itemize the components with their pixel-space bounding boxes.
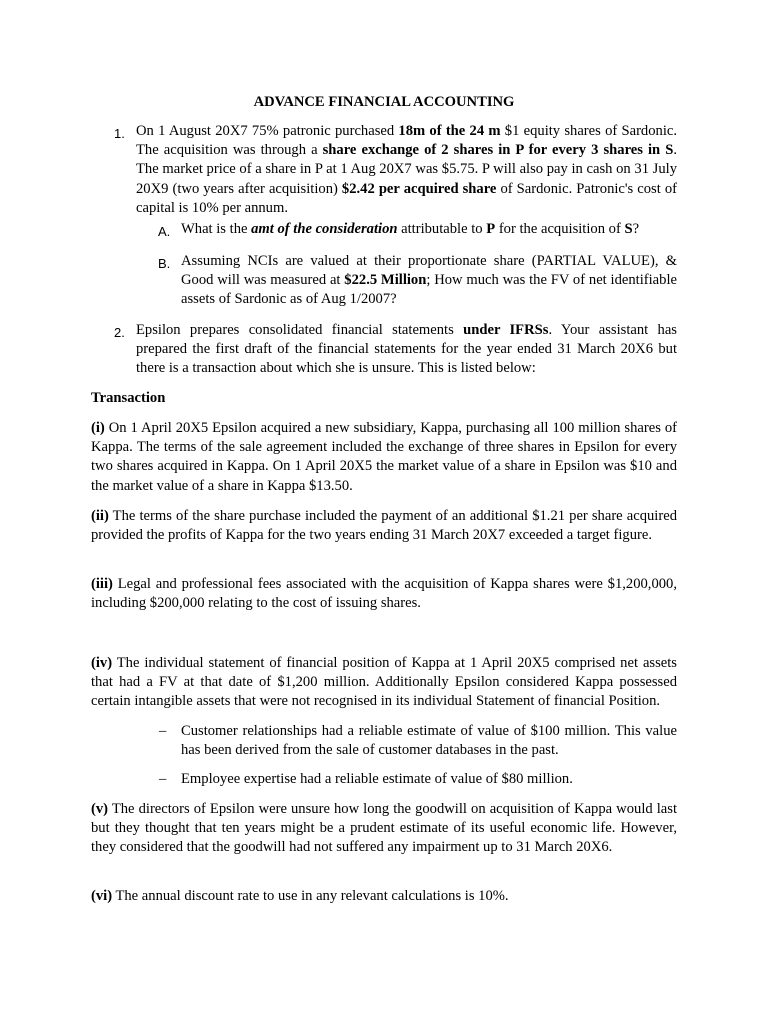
item-vi-paragraph: (vi) The annual discount rate to use in any relevant calculations is 10%. — [91, 888, 509, 904]
item-v-paragraph: (v) The directors of Epsilon were unsure how long the goodwill on acquisition of Kappa would last but they thought that ten years might be a prudent estimate of its useful economic life. However, they considered that the goodwill had not suffered any impairment up to 31 March 20X6. — [91, 801, 677, 856]
item-i-paragraph: (i) On 1 April 20X5 Epsilon acquired a new subsidiary, Kappa, purchasing all 100 million shares of Kappa. The terms of the sale agreement included the exchange of three shares in Epsilon for every two shares acquired in Kappa. On 1 April 20X5 the market value of a share in Epsilon was $10 and the market value of a share in Kappa $13.50. — [91, 420, 677, 494]
item-ii-paragraph: (ii) The terms of the share purchase included the payment of an additional $1.21 per share acquired provided the profits of Kappa for the two years ending 31 March 20X7 exceeded a target figure. — [91, 508, 677, 544]
transaction-heading: Transaction — [91, 390, 166, 406]
page-title: ADVANCE FINANCIAL ACCOUNTING — [253, 94, 515, 110]
item-iii-paragraph: (iii) Legal and professional fees associated with the acquisition of Kappa shares were $1,200,000, including $200,000 relating to the cost of issuing shares. — [91, 576, 677, 612]
bullet-dash: – — [159, 771, 167, 787]
q2-number: 2. — [114, 325, 125, 340]
q1b-letter: B. — [158, 256, 171, 271]
q1a-paragraph: What is the amt of the consideration attributable to P for the acquisition of S? — [181, 221, 640, 237]
q1a-letter: A. — [158, 224, 171, 239]
bullet-dash: – — [159, 723, 167, 739]
q1b-paragraph: Assuming NCIs are valued at their proportionate share (PARTIAL VALUE), & Good will was measured at $22.5 Million; How much was the FV of net identifiable assets of Sardonic as of Aug 1/2007? — [181, 253, 677, 308]
q1-number: 1. — [114, 126, 125, 141]
q1-paragraph: On 1 August 20X7 75% patronic purchased 18m of the 24 m $1 equity shares of Sardonic. The acquisition was through a share exchange of 2 shares in P for every 3 shares in S. The market price of a share in P at 1 Aug 20X7 was $5.75. P will also pay in cash on 31 July 20X9 (two years after acquisition) $2.42 per acquired share of Sardonic. Patronic's cost of capital is 10% per annum. — [136, 123, 678, 216]
bullet-item: Customer relationships had a reliable estimate of value of $100 million. This value has been derived from the sale of customer databases in the past. — [181, 723, 677, 759]
q2-paragraph: Epsilon prepares consolidated financial statements under IFRSs. Your assistant has prepared the first draft of the financial statements for the year ended 31 March 20X6 but there is a transaction about which she is unsure. This is listed below: — [136, 322, 677, 377]
item-iv-paragraph: (iv) The individual statement of financial position of Kappa at 1 April 20X5 comprised net assets that had a FV at that date of $1,200 million. Additionally Epsilon considered Kappa possessed certain intangible assets that were not recognised in its individual Statement of financial Position. — [91, 655, 677, 710]
bullet-item: Employee expertise had a reliable estimate of value of $80 million. — [181, 771, 573, 787]
